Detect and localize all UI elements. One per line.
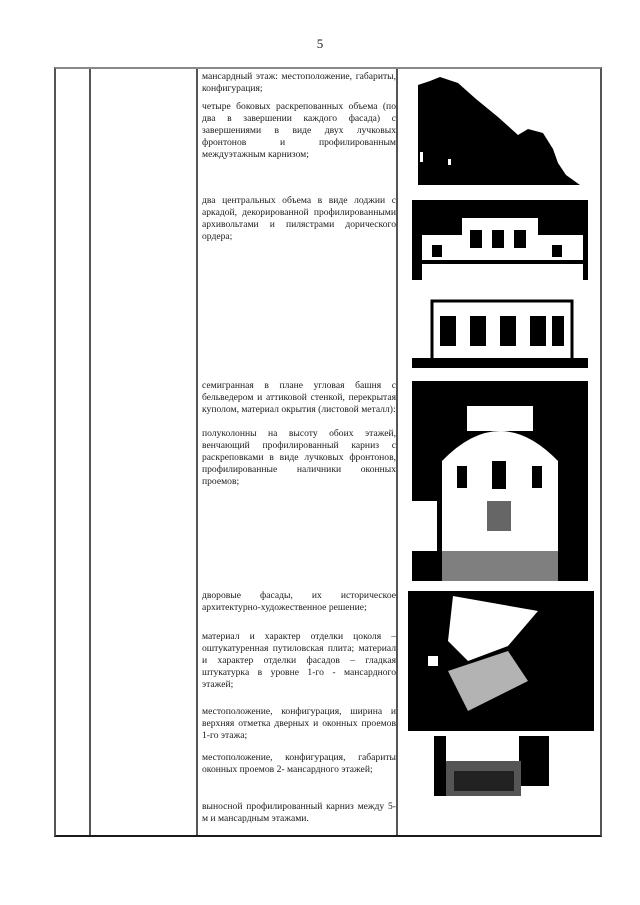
column-divider-1 xyxy=(89,69,91,835)
description-paragraph: местоположение, конфигурация, габариты оконных проемов 2- мансардного этажей; xyxy=(202,752,396,776)
column-divider-3 xyxy=(396,69,398,835)
description-paragraph: два центральных объема в виде лоджии с аркадой, декорированной профилированными архивольтами и пилястрами дорического ордера; xyxy=(202,195,396,243)
corner-tower-photo xyxy=(412,381,588,581)
page-number: 5 xyxy=(316,36,324,51)
courtyard-wall-photo xyxy=(434,736,550,806)
loggia-arcade-photo-1 xyxy=(412,200,588,280)
description-paragraph: семигранная в плане угловая башня с бельведером и аттиковой стенкой, перекрытая куполом, материал окрытия (листовой металл): xyxy=(202,380,396,416)
column-divider-2 xyxy=(196,69,198,835)
heritage-elements-table xyxy=(54,67,602,837)
building-corner-photo xyxy=(418,77,580,185)
description-paragraph: мансардный этаж: местоположение, габариты, конфигурация; xyxy=(202,71,396,95)
description-paragraph: материал и характер отделки цоколя – оштукатуренная путиловская плита; материал и характер отделки фасадов – гладкая штукатурка в уровне 1-го - мансардного этажей; xyxy=(202,631,396,691)
loggia-arcade-photo-2 xyxy=(412,296,588,376)
courtyard-facade-photo xyxy=(408,591,594,731)
description-paragraph: дворовые фасады, их историческое архитектурно-художественное решение; xyxy=(202,590,396,614)
description-paragraph: четыре боковых раскрепованных объема (по два в завершении каждого фасада) с завершениями в виде двух лучковых фронтонов и профилированным междуэтажным карнизом; xyxy=(202,101,396,161)
description-paragraph: выносной профилированный карниз между 5-м и мансардным этажами. xyxy=(202,801,396,825)
description-paragraph: местоположение, конфигурация, ширина и верхняя отметка дверных и оконных проемов 1-го этажа; xyxy=(202,706,396,742)
description-paragraph: полуколонны на высоту обоих этажей, венчающий профилированный карниз с раскреповками в виде лучковых фронтонов, профилированные наличники оконных проемов; xyxy=(202,428,396,488)
